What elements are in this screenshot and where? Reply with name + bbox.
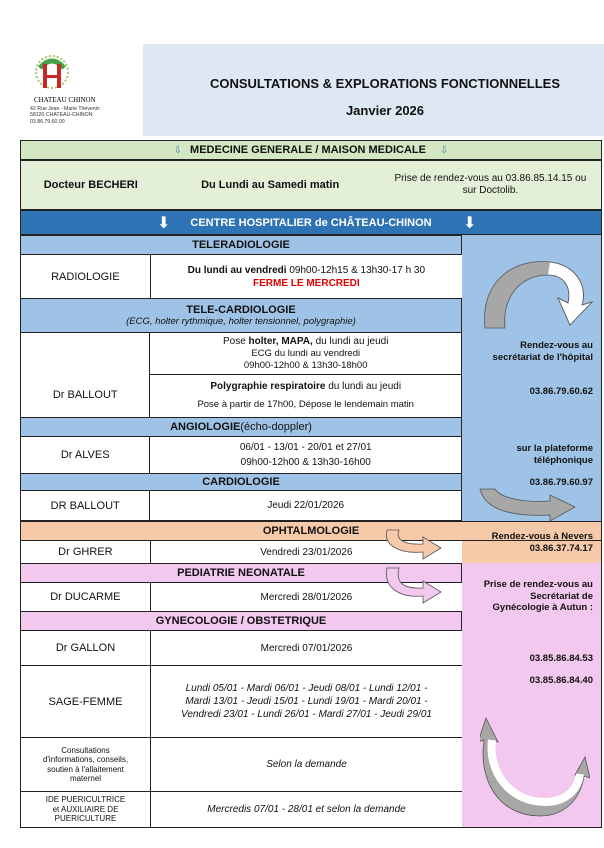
angio-title: ANGIOLOGIE [170,421,241,433]
down-arrow-icon: ⬇ [463,214,477,232]
angio-header [20,418,462,436]
page-title: CONSULTATIONS & EXPLORATIONS FONCTIONNELLES [209,76,561,91]
ophta-title: OPHTALMOLOGIE [20,521,602,541]
angio-hours: 09h00-12h00 & 13h30-16h00 [240,457,371,468]
down-arrow-icon: ⇩ [439,144,449,156]
cardio-row [20,490,462,521]
telecardio-subtitle: (ECG, holter rythmique, holter tensionnel, polygraphie) [126,316,356,327]
cardio-title: CARDIOLOGIE [20,474,462,490]
curved-arrow-icon [480,712,590,822]
mg-contact-line: Prise de rendez-vous au 03.86.85.14.15 ou [394,173,587,184]
telecardio-hours: 09h00-12h00 & 13h30-18h00 [243,359,368,371]
address-street: 42 Rue Jean - Marie Thévenin [30,106,100,112]
teleradio-days: Du lundi au vendredi [187,264,287,276]
consult-schedule: Selon la demande [266,759,347,770]
plat-line: sur la plateforme [516,443,593,454]
ide-line: IDE PUERICULTRICE [45,795,126,805]
telecardio-l4a: Polygraphie respiratoire [210,381,326,392]
gyneco-date: Mercredi 07/01/2026 [260,642,353,654]
telecardio-l1a: Pose [222,335,249,347]
logo-icon [30,50,100,106]
consult-line: maternel [69,774,102,783]
consult-line: Consultations [61,745,110,755]
teleradio-schedule [151,255,462,298]
telecardio-schedule [150,333,461,417]
telecardio-l1b: holter, MAPA, [248,335,313,347]
sf-line: Lundi 05/01 - Mardi 06/01 - Jeudi 08/01 - Lundi 12/01 - [185,683,428,694]
sf-line: Mardi 13/01 - Jeudi 15/01 - Lundi 19/01 - Mardi 20/01 - [185,696,428,707]
teleradio-name: RADIOLOGIE [21,255,151,298]
plat-line: téléphonique [533,454,593,466]
pedia-doctor: Dr DUCARME [21,583,151,611]
nevers-phone: 03.86.37.74.17 [529,542,593,554]
logo-address [30,106,130,125]
telecardio-holter [150,333,461,375]
curved-arrow-icon [470,250,600,330]
consult-line: d'informations, conseils, [42,755,129,764]
consult-label [21,738,150,791]
telecardio-header [20,299,462,332]
angio-title-suffix: (écho-doppler) [240,421,312,433]
page-month: Janvier 2026 [345,103,425,118]
curved-arrow-icon [385,528,445,562]
autun-phone-1: 03.85.86.84.53 [529,653,593,664]
mg-contact [380,161,601,209]
autun-info [465,579,593,614]
autun-line: Gynécologie à Autun : [492,602,593,613]
ch-title: CENTRE HOSPITALIER de CHÂTEAU-CHINON [190,216,432,229]
cardio-date: Jeudi 22/01/2026 [267,500,345,511]
down-arrow-icon: ⇩ [173,144,183,156]
curved-arrow-icon [470,487,600,523]
angio-schedule [150,437,461,473]
teleradio-hours: 09h00-12h15 & 13h30-17 h 30 [286,264,426,276]
mg-schedule: Du Lundi au Samedi matin [201,179,340,191]
ide-line: PUERICULTURE [54,814,117,824]
telecardio-ecg: ECG du lundi au vendredi [251,347,361,359]
mg-doctor: Docteur BECHERI [43,179,138,191]
angio-doctor: Dr ALVES [21,437,150,473]
ch-section-header [20,210,602,235]
nevers-line: Rendez-vous à Nevers [491,531,593,542]
telecardio-row [20,332,462,418]
ide-label [21,792,150,827]
teleradio-row [20,255,462,299]
angio-row [20,436,462,474]
autun-line: Secrétariat de [530,590,593,602]
cardio-doctor: DR BALLOUT [21,491,150,520]
mg-section-header [20,140,602,160]
rdv-plateforme [465,443,593,466]
rdv-line: secrétariat de l'hôpital [492,351,593,363]
ide-schedule: Mercredis 07/01 - 28/01 et selon la demande [207,804,406,815]
telecardio-l5: Pose à partir de 17h00, Dépose le lendemain matin [197,399,414,410]
telecardio-l4b: du lundi au jeudi [325,381,402,392]
rdv-hopital [465,340,593,363]
sf-name: SAGE-FEMME [48,695,123,708]
telecardio-l1c: du lundi au jeudi [312,335,389,347]
pedia-title: PEDIATRIE NEONATALE [20,563,462,583]
telecardio-polygraphie [150,375,461,417]
nevers-info [465,531,593,554]
address-city: 58120 CHATEAU-CHINON [30,112,93,119]
pedia-date: Mercredi 28/01/2026 [260,591,353,603]
autun-phone-2: 03.85.86.84.40 [529,675,593,686]
gyneco-title: GYNECOLOGIE / OBSTETRIQUE [20,611,462,631]
telecardio-title: TELE-CARDIOLOGIE [186,304,296,316]
ide-line: et AUXILIAIRE DE [52,804,119,814]
ophta-doctor: Dr GHRER [21,541,151,563]
telecardio-doctor: Dr BALLOUT [21,333,150,417]
rdv-line: Rendez-vous au [520,340,593,351]
mg-title: MEDECINE GENERALE / MAISON MEDICALE [190,144,426,156]
logo-name: CHATEAU CHINON [34,96,96,104]
sf-line: Vendredi 23/01 - Lundi 26/01 - Mardi 27/01 - Jeudi 29/01 [181,709,432,720]
mg-row [20,160,602,210]
ophta-date: Vendredi 23/01/2026 [260,546,353,558]
autun-line: Prise de rendez-vous au [483,579,593,590]
curved-arrow-icon [385,566,445,606]
mg-contact-line: sur Doctolib. [462,185,519,196]
teleradio-closed: FERME LE MERCREDI [253,277,360,289]
consult-line: soutien à l'allaitement [47,764,124,774]
gyneco-doctor: Dr GALLON [55,642,116,654]
rdv-phone-1: 03.86.79.60.62 [529,386,593,397]
sf-schedule [151,666,462,737]
rdv-phone-2: 03.86.79.60.97 [529,477,593,488]
address-phone: 03.86.79.60.00 [30,118,65,125]
angio-dates: 06/01 - 13/01 - 20/01 et 27/01 [239,442,372,453]
teleradio-title: TELERADIOLOGIE [20,235,462,255]
down-arrow-icon: ⬇ [157,214,171,232]
